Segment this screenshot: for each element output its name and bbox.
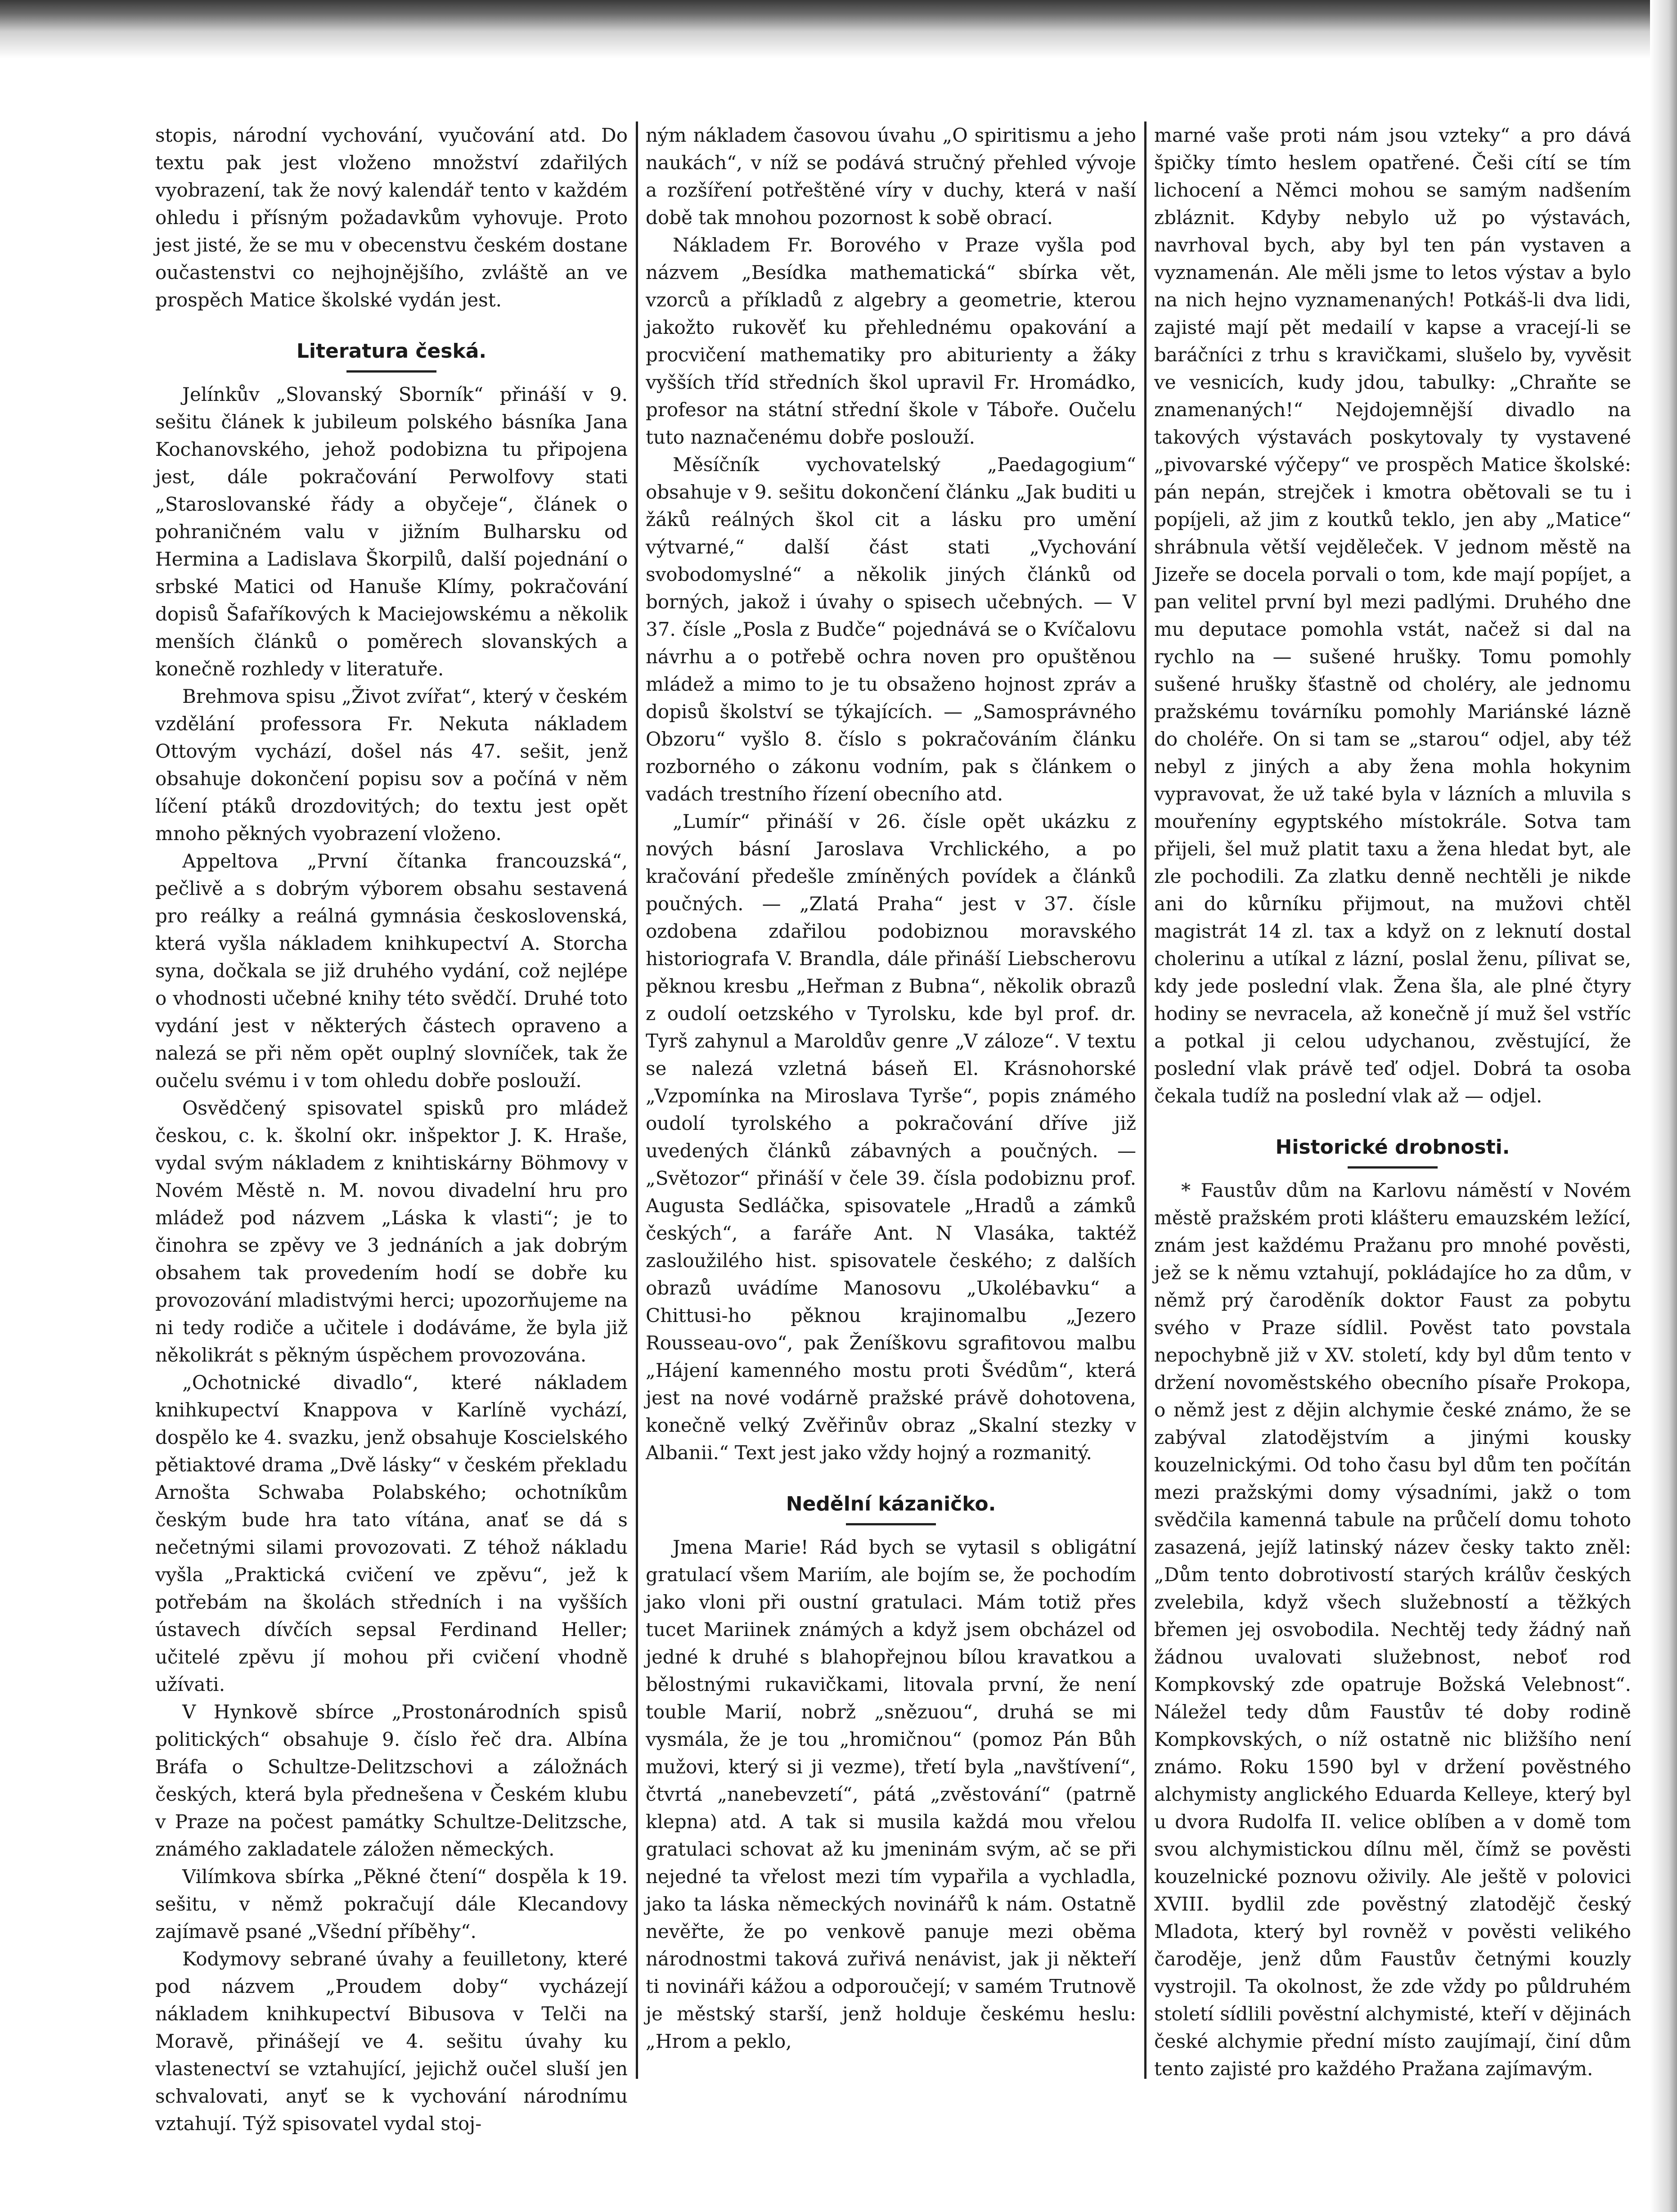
article-paragraph: Jmena Marie! Rád bych se vytasil s obligátní gratulací všem Mariím, ale bojím se, že pochodím jako vloni při oustní gratulaci. Mám totiž přes tucet Mariinek známých a když jsem obcházel od jedné k druhé s blahopřejnou bílou kravatkou a bělostnými rukavičkami, litovala první, že není touble Marií, nobrž „snězuou“, druhá se mi vysmála, že je tou „hromičnou“ (pomoz Pán Bůh mužovi, který si ji vezme), třetí byla „navštívení“, čtvrtá „nanebevzetí“, pátá „zvěstování“ (patrně klepna) atd. A tak si musila každá mou vřelou gratulaci schovat až ku jmeninám svým, ač se při nejedné ta vřelost mezi tím vypařila a vychladla, jako ta láska německých novinářů k nám. Ostatně nevěřte, že po venkově panuje mezi oběma národnostmi taková zuřivá nenávist, jak ji někteří ti novináři kážou a odporoučejí; v samém Trutnově je městský starší, jenž holduje českému heslu: „Hrom a peklo, (646, 1536, 1136, 2052)
article-paragraph: Měsíčník vychovatelský „Paedagogium“ obsahuje v 9. sešitu dokončení článku „Jak buditi u žáků reálných škol cit a lásku pro umění výtvarné,“ další část stati „Vychování svobodomyslné“ a několik jiných článků od borných, jakož i úvahy o spisech učebných. — V 37. čísle „Posla z Budče“ pojednává se o Kvíčalovu návrhu a o potřebě ochra noven pro opuštěnou mládež a mimo to je tu obsaženo hojnost zpráv a dopisů školství se týkajících. — „Samosprávného Obzoru“ vyšlo 8. číslo s pokračováním článku rozborného o zákonu vodním, pak s článkem o vadách trestního řízení obecního atd. (646, 454, 1136, 805)
article-paragraph: „Ochotnické divadlo“, které nákladem knihkupectví Knappova v Karlíně vychází, dospělo ke 4. svazku, jenž obsahuje Koscielského pětiaktové drama „Dvě lásky“ v českém překladu Arnošta Schwaba Polabského; ochotníkům českým bude hra tato vítána, anať se dá s nečetnými silami provozovati. Z téhož nákladu vyšla „Praktická cvičení ve zpěvu“, jež k potřebám na školách středních i na vyšších ústavech dívčích sepsal Ferdinand Heller; učitelé zpěvu jí mohou při cvičení vhodně užívati. (155, 1371, 628, 1695)
section-heading: Literatura česká. (296, 340, 487, 363)
article-paragraph: stopis, národní vychování, vyučování atd. Do textu pak jest vloženo množství zdařilých vyobrazení, tak že nový kalendář tento v každém ohledu i přísným požadavkům vyhovuje. Proto jest jisté, že se mu v obecenstvu českém dostane oučastenstvi co nejhojnějšího, zvláště an ve prospěch Matice školské vydán jest. (155, 124, 628, 311)
column-1 (155, 121, 628, 2135)
article-paragraph: V Hynkově sbírce „Prostonárodních spisů politických“ obsahuje 9. číslo řeč dra. Albína Bráfa o Schultze-Delitzschovi a záložnách českých, která byla přednešena v Českém klubu v Praze na počest památky Schultze-Delitzsche, známého zakladatele záložen německých. (155, 1701, 628, 1860)
article-paragraph: ným nákladem časovou úvahu „O spiritismu a jeho naukách“, v níž se podává stručný přehled vývoje a rozšíření potřeštěné víry v duchy, která v naší době tak mnohou pozornost k sobě obrací. (646, 124, 1136, 229)
scan-top-shadow (0, 0, 1677, 67)
heading-underline (346, 370, 436, 373)
article-paragraph: * Faustův dům na Karlovu náměstí v Novém městě pražském proti klášteru emauzském ležící, znám jest každému Pražanu pro mnohé pověsti, jež se k němu vztahují, pokládajíce ho za dům, v němž prý čaroděník doktor Faust za pobytu svého v Praze sídlil. Pověst tato povstala nepochybně již v XV. století, kdy byl dům tento v držení novoměstského obecního písaře Prokopa, o němž jest z dějin alchymie české známo, že se zabýval zlatodějstvím a jinými kousky kouzelnickými. Od toho času byl dům ten počítán mezi pražskými domy výsadními, jakž o tom svědčila kamenná tabule na průčelí domu tohoto zasazená, jejíž latinský název česky takto zněl: „Dům tento dobrotivostí starých králův českých zvelebila, když všech služebností a těžkých břemen jej osvobodila. Nechtěj tedy žádný naň žádnou uvalovati služebnost, neboť rod Kompkovský zde opatruje Božská Velebnost“. Náležel tedy dům Faustův té doby rodině Kompkovských, o níž ostatně nic bližšího není známo. Roku 1590 byl v držení pověstného alchymisty anglického Eduarda Kelleye, který byl u dvora Rudolfa II. velice oblíben a v domě tom svou alchymistickou dílnu měl, čímž se pověsti kouzelnické poznovu oživily. Ale ještě v polovici XVIII. bydlil zde pověstný zlatodějč český Mladota, který byl rovněž v pověsti velikého čaroděje, jenž dům Faustův četnými kouzly vystrojil. Ta okolnost, že zde vždy po půldruhém století sídlili pověstní alchymisté, kteří v dějinách české alchymie přední místo zaujímají, činí dům tento zajisté pro každého Pražana zajímavým. (1154, 1179, 1631, 2080)
article-paragraph: marné vaše proti nám jsou vzteky“ a pro dává špičky tímto heslem opatřené. Češi cítí se tím lichocení a Němci mohou se samým nadšením zbláznit. Kdyby nebylo už po výstavách, navrhoval bych, aby byl ten pán vystaven a vyznamenán. Ale měli jsme to letos výstav a bylo na nich hejno vyznamenaných! Potkáš-li dva lidi, zajisté mají pět medailí v kapse a vracejí-li se baráčníci z trhu s kravičkami, slušelo by, vyvěsit ve vesnicích, kudy jdou, tabulky: „Chraňte se znamenaných!“ Nejdojemnější divadlo na takových výstavách poskytovaly ty vystavené „pivovarské výčepy“ ve prospěch Matice školské: pán nepán, strejček i kmotra obětovali se tu i popíjeli, až jim z koutků teklo, jen aby „Matice“ shrábnula větší vejděleček. V jednom městě na Jizeře se docela porvali o tom, kde mají popíjet, a pan velitel první byl mezi padlými. Druhého dne mu deputace pomohla vstát, načež si dal na rychlo na — sušené hrušky. Tomu pomohly sušené hrušky šťastně od choléry, ale jednomu pražskému továrníku pomohly Mariánské lázně do choléře. On si tam se „starou“ odjel, aby též nebyl z jiných a aby žena mohla hokynim vypravovat, že už také byla v lázních a mluvila s mouřeníny egyptského místokrále. Sotva tam přijeli, šel muž platit taxu a žena hledat byt, ale zle pochodili. Za zlatku denně nechtěli je nikde ani do kůrníku přijmout, na mužovi chtěl magistrát 14 zl. tax a když on z leknutí dostal cholerinu a utíkal z lázní, poslal ženu, pílivat se, kdy jede poslední vlak. Žena šla, ale plné čtyry hodiny se nevracela, až konečně jí muž šel vstříc a potkal ji celou udychanou, zvěstující, že poslední vlak právě teď odjel. Dobrá ta osoba čekala tudíž na poslední vlak až — odjel. (1154, 124, 1631, 1107)
heading-underline (1348, 1166, 1438, 1169)
article-paragraph: Appeltova „První čítanka francouzská“, pečlivě a s dobrým výborem obsahu sestavená pro reálky a reálná gymnásia československá, která vyšla nákladem knihkupectví A. Storcha syna, dočkala se již druhého vydání, což nejlépe o vhodnosti učebné knihy této svědčí. Druhé toto vydání jest v některých částech opraveno a nalezá se při něm opět ouplný slovníček, tak že oučelu svému i v tom ohledu dobře poslouží. (155, 850, 628, 1092)
scan-right-shadow (1650, 0, 1677, 2212)
article-paragraph: Vilímkova sbírka „Pěkné čtení“ dospěla k 19. sešitu, v němž pokračují dále Klecandovy zajímavě psané „Všední příběhy“. (155, 1866, 628, 1942)
article-paragraph: „Lumír“ přináší v 26. čísle opět ukázku z nových básní Jaroslava Vrchlického, a po kračování předešle zmíněných povídek a článků poučných. — „Zlatá Praha“ jest v 37. čísle ozdobena zdařilou podobiznou moravského historiografa V. Brandla, dále přináší Liebscherovu pěknou kresbu „Heřman z Bubna“, několik obrazů z oudolí oetzského v Tyrolsku, kde byl prof. dr. Tyrš zahynul a Maroldův genre „V záloze“. V textu se nalezá vzletná báseň El. Krásnohorské „Vzpomínka na Miroslava Tyrše“, popis známého oudolí tyrolského a pokračování dříve již uvedených článků zábavných a poučných. — „Světozor“ přináší v čele 39. čísla podobiznu prof. Augusta Sedláčka, spisovatele „Hradů a zámků českých“, a faráře Ant. N Vlasáka, taktéž zasloužilého hist. spisovatele českého; z dalších obrazů uvádíme Manosovu „Ukolébavku“ a Chittusi-ho pěknou krajinomalbu „Jezero Rousseau-ovo“, pak Ženíškovu sgrafitovou malbu „Hájení kamenného mostu proti Švédům“, která jest na nové vodárně pražské právě dohotovena, konečně velký Zvěřinův obraz „Skalní stezky v Albanii.“ Text jest jako vždy hojný a rozmanitý. (646, 810, 1136, 1464)
article-paragraph: Osvědčený spisovatel spisků pro mládež českou, c. k. školní okr. inšpektor J. K. Hraše, vydal svým nákladem z knihtiskárny Böhmovy v Novém Městě n. M. novou divadelní hru pro mládež pod názvem „Láska k vlasti“; je to činohra se zpěvy ve 3 jednáních a jak dobrým obsahem tak provedením hodí se dobře ku provozování mladistvými herci; upozorňujeme na ni tedy rodiče a učitele i dodáváme, že byla již několikrát s pěkným úspěchem provozována. (155, 1097, 628, 1366)
column-divider (636, 121, 638, 2079)
newspaper-page (155, 121, 1631, 2135)
section-heading: Nedělní kázaničko. (786, 1493, 996, 1515)
article-paragraph: Jelínkův „Slovanský Sborník“ přináší v 9. sešitu článek k jubileum polského básníka Jana Kochanovského, jehož podobizna tu připojena jest, dále pokračování Perwolfovy stati „Staroslovanské řády a obyčeje“, článek o pohraničném valu v jižním Bulharsku od Hermina a Ladislava Škorpilů, další pojednání o srbské Matici od Hanuše Klímy, pokračování dopisů Šafaříkových k Maciejowskému a několik menších článků o poměrech slovanských a konečně rozhledy v literatuře. (155, 383, 628, 680)
article-paragraph: Kodymovy sebrané úvahy a feuilletony, které pod názvem „Proudem doby“ vycházejí nákladem knihkupectví Bibusova v Telči na Moravě, přinášejí ve 4. sešitu úvahy ku vlastenectví se vztahující, jejichž oučel sluší jen schvalovati, anyť se k vychování národnímu vztahují. Týž spisovatel vydal stoj- (155, 1948, 628, 2135)
column-3 (1154, 121, 1631, 2079)
heading-underline (846, 1523, 936, 1525)
section-heading: Historické drobnosti. (1275, 1136, 1510, 1159)
column-divider (1144, 121, 1146, 2079)
column-2 (646, 121, 1136, 2079)
article-paragraph: Nákladem Fr. Borového v Praze vyšla pod názvem „Besídka mathematická“ sbírka vět, vzorců a příkladů z algebry a geometrie, kterou jakožto rukověť ku přehlednému opakování a procvičení mathematiky pro abiturienty a žáky vyšších tříd středních škol upravil Fr. Hromádko, profesor na státní střední škole v Táboře. Oučelu tuto naznačenému dobře poslouží. (646, 234, 1136, 448)
article-paragraph: Brehmova spisu „Život zvířat“, který v českém vzdělání professora Fr. Nekuta nákladem Ottovým vychází, došel nás 47. sešit, jenž obsahuje dokončení popisu sov a počíná v něm líčení ptáků drozdovitých; do textu jest opět mnoho pěkných vyobrazení vloženo. (155, 685, 628, 845)
